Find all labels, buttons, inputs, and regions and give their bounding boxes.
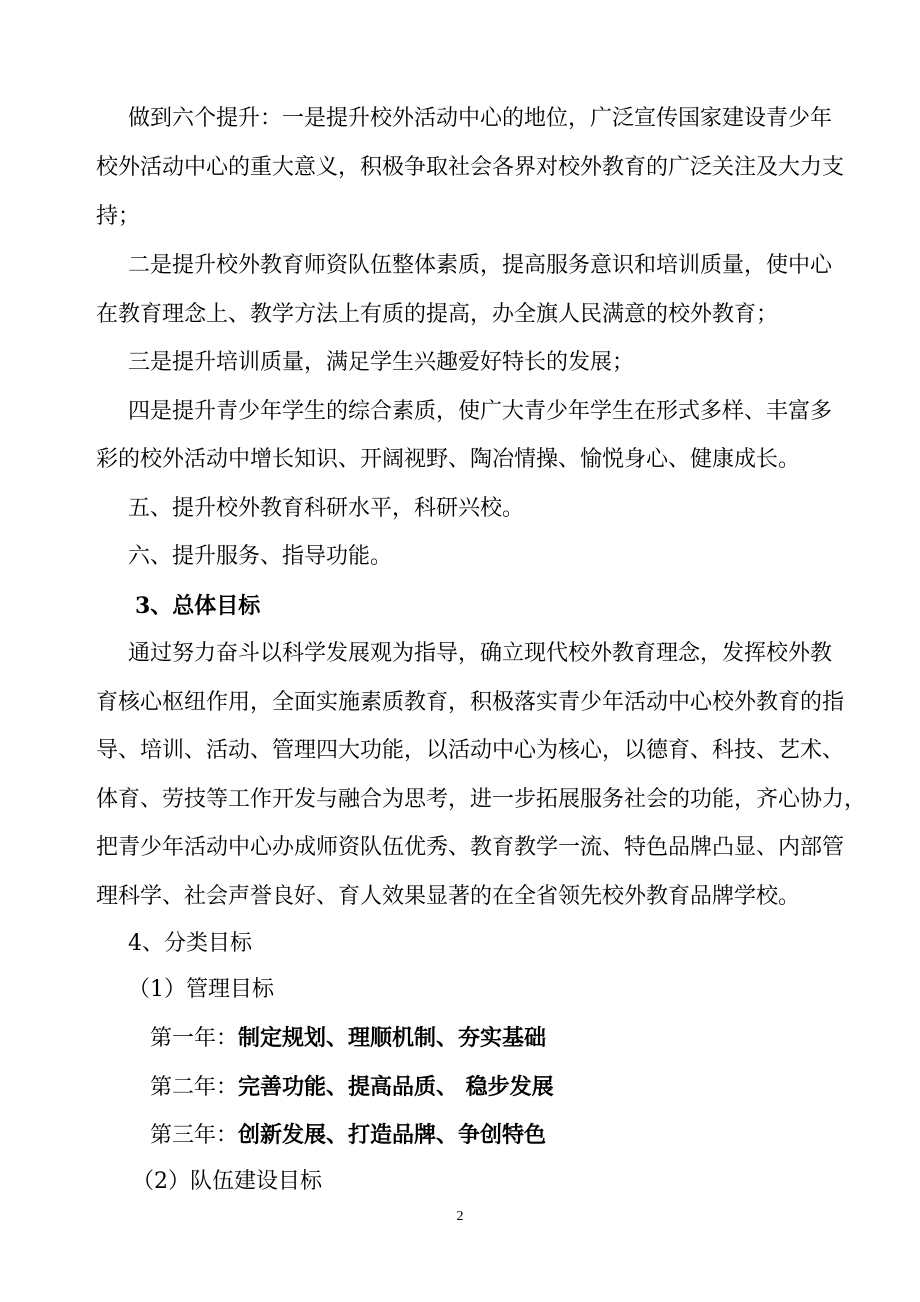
year-label: 第三年： xyxy=(150,1123,239,1148)
paragraph-line: 在教育理念上、教学方法上有质的提高，办全旗人民满意的校外教育； xyxy=(96,302,779,327)
paragraph-line: 四是提升青少年学生的综合素质，使广大青少年学生在形式多样、丰富多 xyxy=(128,399,833,424)
page-number: 2 xyxy=(456,1209,464,1224)
year-label: 第一年： xyxy=(150,1026,239,1051)
paragraph-line: 育核心枢纽作用，全面实施素质教育，积极落实青少年活动中心校外教育的指 xyxy=(96,690,845,715)
subsection-heading: （2）队伍建设目标 xyxy=(132,1169,322,1194)
paragraph-line: 通过努力奋斗以科学发展观为指导，确立现代校外教育理念，发挥校外教 xyxy=(128,641,833,666)
paragraph-line: 理科学、社会声誉良好、育人效果显著的在全省领先校外教育品牌学校。 xyxy=(96,884,801,909)
paragraph-line: 做到六个提升：一是提升校外活动中心的地位，广泛宣传国家建设青少年 xyxy=(128,106,833,131)
subsection-heading: （1）管理目标 xyxy=(128,977,274,1002)
section-heading: 4、分类目标 xyxy=(128,931,252,956)
yearly-goal-row xyxy=(150,1073,554,1102)
paragraph-line: 把青少年活动中心办成师资队伍优秀、教育教学一流、特色品牌凸显、内部管 xyxy=(96,835,845,860)
paragraph-line: 导、培训、活动、管理四大功能，以活动中心为核心，以德育、科技、艺术、 xyxy=(96,738,845,763)
year-goal: 完善功能、提高品质、 稳步发展 xyxy=(238,1074,554,1100)
paragraph-line: 体育、劳技等工作开发与融合为思考，进一步拓展服务社会的功能，齐心协力， xyxy=(96,787,867,812)
paragraph-line: 三是提升培训质量，满足学生兴趣爱好特长的发展； xyxy=(128,350,635,375)
section-heading: 3、总体目标 xyxy=(135,593,261,619)
yearly-goal-row xyxy=(150,1121,546,1150)
year-goal: 创新发展、打造品牌、争创特色 xyxy=(238,1122,547,1148)
paragraph-line: 二是提升校外教育师资队伍整体素质，提高服务意识和培训质量，使中心 xyxy=(128,253,833,278)
year-goal: 制定规划、理顺机制、夯实基础 xyxy=(238,1025,547,1051)
yearly-goal-row xyxy=(150,1024,546,1053)
paragraph-line: 六、提升服务、指导功能。 xyxy=(128,544,393,569)
paragraph-line: 五、提升校外教育科研水平，科研兴校。 xyxy=(128,496,525,521)
paragraph-line: 持； xyxy=(96,204,141,229)
paragraph-line: 校外活动中心的重大意义，积极争取社会各界对校外教育的广泛关注及大力支 xyxy=(96,155,845,180)
paragraph-line: 彩的校外活动中增长知识、开阔视野、陶冶情操、愉悦身心、健康成长。 xyxy=(96,447,801,472)
year-label: 第二年： xyxy=(150,1075,239,1100)
